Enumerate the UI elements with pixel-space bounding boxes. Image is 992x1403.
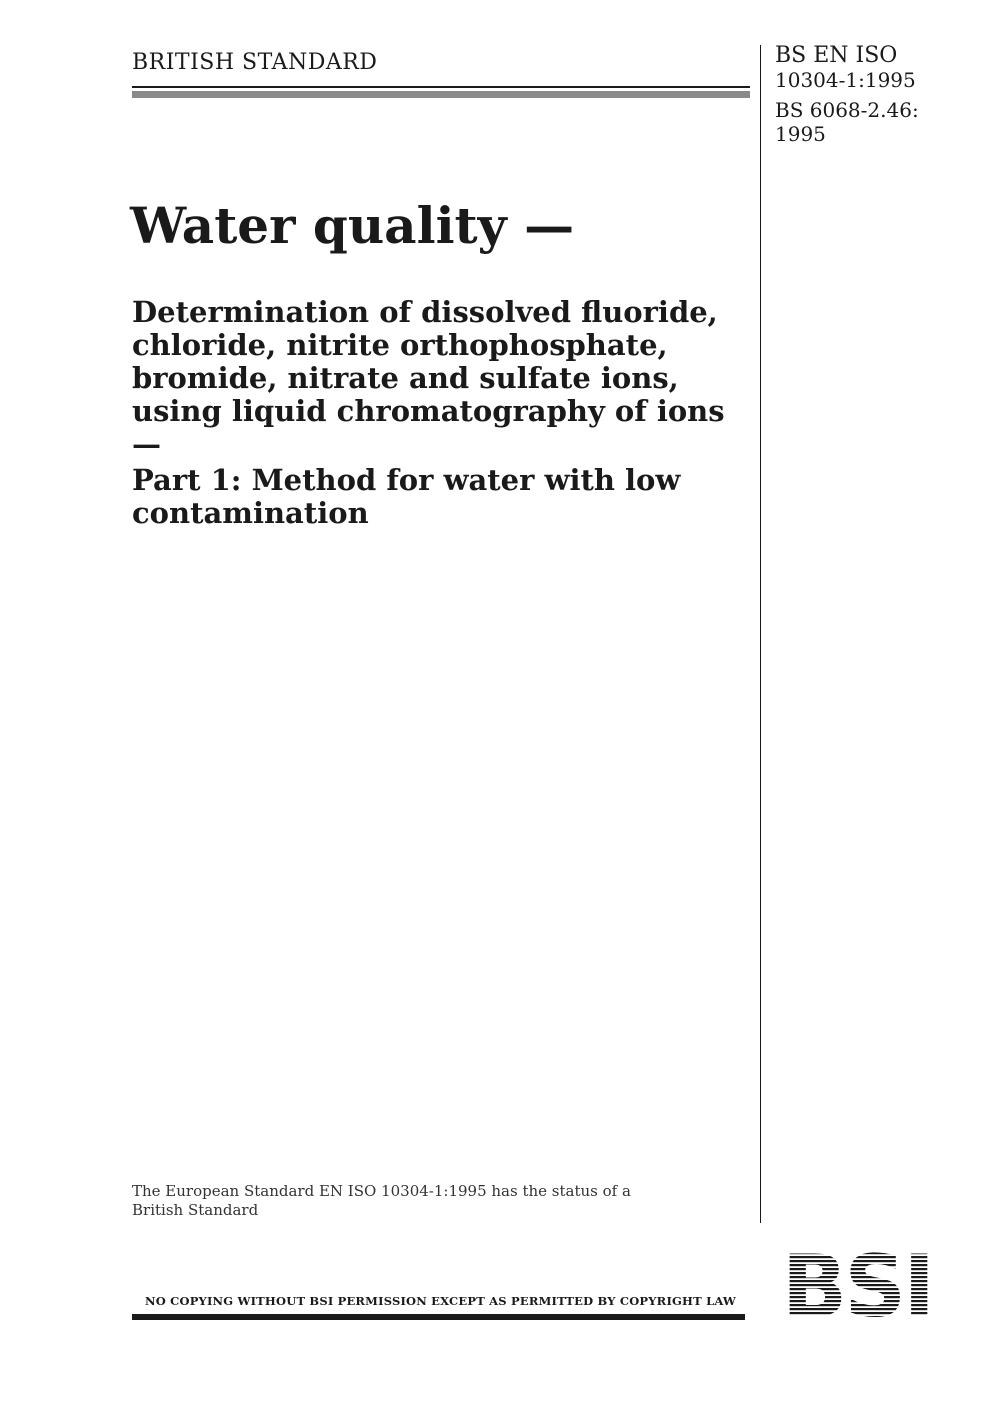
document-part-title: Part 1: Method for water with low contamination — [132, 463, 681, 530]
status-note: The European Standard EN ISO 10304-1:1995 has the status of a British Standard — [132, 1182, 631, 1219]
document-subtitle: Determination of dissolved fluoride, chloride, nitrite orthophosphate, bromide, nitrate and sulfate ions, using liquid chromatography of ions — — [132, 295, 725, 461]
header-rule — [132, 86, 750, 100]
standard-number-primary-1: BS EN ISO — [775, 43, 898, 68]
document-type-label: BRITISH STANDARD — [132, 50, 378, 75]
standard-number-block — [775, 44, 985, 146]
bsi-logo-lettering: BSI — [781, 1244, 933, 1321]
column-divider — [760, 45, 761, 1223]
standard-number-secondary-2: 1995 — [775, 122, 826, 146]
standard-number-primary-2: 10304-1:1995 — [775, 68, 916, 92]
bsi-logo — [770, 1244, 945, 1321]
standard-number-secondary-1: BS 6068-2.46: — [775, 98, 919, 122]
copyright-notice: NO COPYING WITHOUT BSI PERMISSION EXCEPT AS PERMITTED BY COPYRIGHT LAW — [145, 1294, 737, 1308]
footer-rule — [132, 1314, 745, 1320]
document-title: Water quality — — [130, 196, 575, 255]
